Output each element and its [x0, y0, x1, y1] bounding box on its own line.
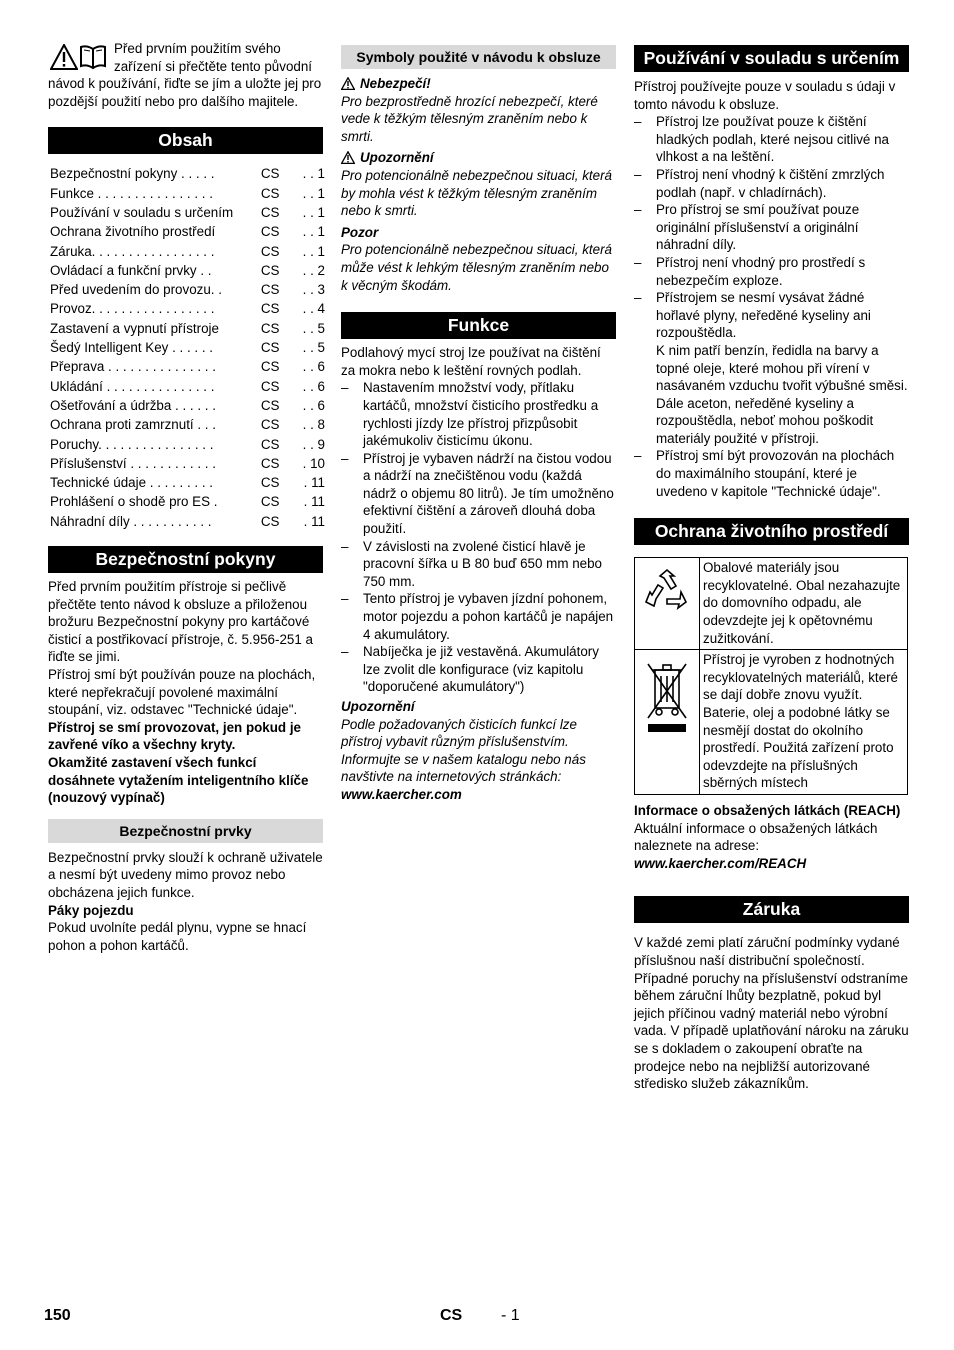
function-intro: Podlahový mycí stroj lze používat na čištění za mokra nebo k leštění rovných podlah. [341, 345, 601, 378]
open-book-icon [78, 44, 108, 70]
toc-lang: CS [260, 166, 280, 182]
footer-language: CS [440, 1307, 463, 1324]
toc-lang: CS [260, 185, 280, 201]
toc-lang: CS [260, 475, 280, 491]
toc-lang: CS [260, 301, 280, 317]
warning-triangle-icon [341, 77, 355, 90]
toc-title: Funkce . . . . . . . . . . . . . . . . [50, 185, 213, 201]
list-item: – Pro přístroj se smí používat pouze originální příslušenství a originální náhradní díly. [634, 201, 909, 254]
toc-lang: CS [260, 455, 280, 471]
toc-page: . . 9 [302, 436, 325, 452]
toc-row[interactable] [50, 396, 325, 415]
table-row [635, 558, 908, 650]
toc-title: Technické údaje . . . . . . . . . [50, 475, 213, 491]
caution-text: Pro potencionálně nebezpečnou situaci, která může vést k lehkým tělesným zraněním nebo k věcným škodám. [341, 242, 612, 293]
column-3 [634, 45, 909, 1093]
intended-use-list [634, 113, 909, 500]
toc-title: Prohlášení o shodě pro ES . [50, 494, 218, 510]
toc-page: . . 3 [302, 282, 325, 298]
toc-page: . . 6 [302, 397, 325, 413]
toc-row[interactable] [50, 242, 325, 261]
toc-lang: CS [260, 340, 280, 356]
toc-title: Přeprava . . . . . . . . . . . . . . . [50, 359, 216, 375]
toc-row[interactable] [50, 415, 325, 434]
toc-title: Ochrana proti zamrznutí . . . [50, 417, 216, 433]
safety-paragraph-1: Před prvním použitím přístroje si pečlivě přečtěte tento návod k obsluze a přiloženou brožuru Bezpečnostní pokyny pro kartáčové čisticí a postřikovací přístroje, č. 5.956-251 a řiďte se jimi. [48, 579, 313, 665]
intro-icons [48, 42, 108, 72]
toc-page: . 11 [303, 494, 325, 510]
section-heading-funkce: Funkce [341, 312, 616, 339]
safety-paragraph-3: Přístroj se smí provozovat, jen pokud je zavřené víko a všechny kryty. [48, 719, 301, 753]
toc-page: . . 5 [302, 340, 325, 356]
toc-lang: CS [260, 417, 280, 433]
section-heading-pouzivani: Používání v souladu s určením [634, 45, 909, 72]
table-row [635, 650, 908, 795]
toc-page: . 10 [302, 455, 325, 471]
list-item: – Přístroj není vhodný pro prostředí s nebezpečím exploze. [634, 254, 909, 289]
toc-row[interactable] [50, 203, 325, 222]
section-heading-ochrana: Ochrana životního prostředí [634, 518, 909, 545]
toc-row[interactable] [50, 512, 325, 531]
toc-page: . . 1 [302, 204, 325, 220]
column-2 [341, 45, 616, 804]
list-item: – Tento přístroj je vybaven jízdní pohonem, motor pojezdu a pohon kartáčů je napájen 4 akumulátory. [341, 590, 616, 643]
recycle-icon [642, 566, 692, 616]
toc-row[interactable] [50, 357, 325, 376]
toc-lang: CS [260, 513, 280, 529]
toc-row[interactable] [50, 492, 325, 511]
toc-lang: CS [260, 494, 280, 510]
function-note-label: Upozornění [341, 699, 415, 714]
toc-title: Náhradní díly . . . . . . . . . . . [50, 513, 212, 529]
list-item: – Přístroj není vhodný k čištění zmrzlých podlah (např. v chladírnách). [634, 166, 909, 201]
safety-paragraph-4: Okamžité zastavení všech funkcí dosáhnete vytažením inteligentního klíče (nouzový vypínač) [48, 754, 309, 806]
table-of-contents [50, 164, 325, 531]
danger-text: Pro bezprostředně hrozící nebezpečí, které vede k těžkým tělesným zraněním nebo k smrti. [341, 93, 598, 144]
list-item: – Přístroj je vybaven nádrží na čistou vodou a nádrží na znečištěnou vodu (každá nádrž o objemu 80 litrů). Je tím umožněno efektivní čištění a zároveň dlouhá doba použití. [341, 450, 616, 538]
safety-elements-text: Bezpečnostní prvky slouží k ochraně uživatele a nesmí být uvedeny mimo provoz nebo obcházena jejich funkce. [48, 849, 323, 900]
toc-page: . . 8 [302, 417, 325, 433]
toc-lang: CS [260, 224, 280, 240]
intro-text: Před prvním použitím svého zařízení si přečtěte tento původní návod k používání, řiďte se jím a uložte jej pro pozdější použití nebo pro dalšího majitele. [48, 41, 322, 109]
toc-lang: CS [260, 359, 280, 375]
toc-page: . . 2 [302, 262, 325, 278]
list-item: – V závislosti na zvolené čisticí hlavě je pracovní šířka u B 80 buď 650 mm nebo 750 mm. [341, 538, 616, 591]
reach-title: Informace o obsažených látkách (REACH) [634, 802, 901, 818]
toc-lang: CS [260, 397, 280, 413]
warning-triangle-icon [50, 44, 78, 70]
danger-label: Nebezpečí! [341, 75, 616, 93]
warning-text: Pro potencionálně nebezpečnou situaci, která by mohla vést k těžkým tělesným zraněním nebo k smrti. [341, 167, 612, 219]
section-heading-zaruka: Záruka [634, 896, 909, 923]
toc-page: . . 6 [302, 359, 325, 375]
toc-title: Ochrana životního prostředí [50, 224, 216, 240]
toc-page: . . 1 [302, 243, 325, 259]
toc-page: . . 1 [302, 166, 325, 182]
environment-table [634, 557, 908, 795]
toc-row[interactable] [50, 280, 325, 299]
toc-title: Bezpečnostní pokyny . . . . . [50, 166, 215, 182]
toc-lang: CS [260, 378, 280, 394]
column-1 [48, 40, 323, 954]
toc-title: Ošetřování a údržba . . . . . . [50, 397, 216, 413]
toc-page: . . 5 [302, 320, 325, 336]
travel-levers-text: Pokud uvolníte pedál plynu, vypne se hnací pohon a pohon kartáčů. [48, 920, 307, 953]
toc-page: . . 1 [302, 185, 325, 201]
caution-label: Pozor [341, 224, 379, 240]
toc-title: Před uvedením do provozu. . [50, 282, 222, 298]
toc-page: . 11 [303, 475, 325, 491]
section-heading-bezpecnostni-pokyny: Bezpečnostní pokyny [48, 546, 323, 573]
toc-lang: CS [260, 320, 280, 336]
toc-title: Šedý Intelligent Key . . . . . . [50, 340, 214, 356]
toc-title: Provoz. . . . . . . . . . . . . . . . . [50, 301, 215, 317]
toc-row[interactable] [50, 377, 325, 396]
toc-row[interactable] [50, 222, 325, 241]
toc-title: Ukládání . . . . . . . . . . . . . . . [50, 378, 215, 394]
toc-page: . . 4 [302, 301, 325, 317]
warranty-text: V každé zemi platí záruční podmínky vydané příslušnou naší distribuční společností. Případné poruchy na příslušenství odstraníme během záruční lhůty bezplatně, pokud byl jejich příčinou vadný materiál nebo výrobní vada. V případě uplatňování nároku na záruku se s dokladem o zakoupení obraťte na prodejce nebo na nejbližší autorizované středisko služeb zákazníkům. [634, 935, 909, 1092]
toc-title: Ovládací a funkční prvky . . [50, 262, 212, 278]
toc-row[interactable] [50, 319, 325, 338]
subheading-bezpecnostni-prvky: Bezpečnostní prvky [48, 819, 323, 843]
toc-row[interactable] [50, 261, 325, 280]
list-item: – Nabíječka je již vestavěná. Akumulátory lze zvolit dle konfigurace (viz kapitolu "doporučené akumulátory") [341, 643, 616, 696]
toc-row[interactable] [50, 338, 325, 357]
toc-page: . . 1 [302, 224, 325, 240]
page-number: 150 [44, 1307, 71, 1324]
list-item: – Nastavením množství vody, přítlaku kartáčů, množství čisticího prostředku a rychlosti jízdy lze přístroj přizpůsobit jakémukoliv čisticímu úkonu. [341, 379, 616, 449]
subheading-paky-pojezdu: Páky pojezdu [48, 902, 134, 918]
list-item: – Přístroj lze používat pouze k čištění hladkých podlah, které nejsou citlivé na vlhkost a na leštění. [634, 113, 909, 166]
toc-lang: CS [260, 282, 280, 298]
function-list [341, 379, 616, 696]
intro-block [48, 40, 323, 110]
toc-title: Zastavení a vypnutí přístroje [50, 320, 219, 336]
toc-lang: CS [260, 436, 280, 452]
intended-use-intro: Přístroj používejte pouze v souladu s údaji v tomto návodu k obsluze. [634, 79, 896, 112]
toc-row[interactable] [50, 184, 325, 203]
toc-lang: CS [260, 243, 280, 259]
footer-subpage: - 1 [501, 1307, 520, 1324]
safety-paragraph-2: Přístroj smí být používán pouze na plochách, které nepřekračují povolené maximální stoupání, viz. odstavec "Technické údaje". [48, 666, 316, 718]
toc-row[interactable] [50, 164, 325, 183]
toc-title: Záruka. . . . . . . . . . . . . . . . . [50, 243, 215, 259]
toc-lang: CS [260, 262, 280, 278]
toc-page: . . 6 [302, 378, 325, 394]
reach-url[interactable]: www.kaercher.com/REACH [634, 855, 807, 871]
function-note-text: Podle požadovaných čisticích funkcí lze přístroj vybavit různým příslušenstvím. Informujte se v našem katalogu nebo nás navštivte na internetových stránkách: [341, 716, 586, 785]
toc-row[interactable] [50, 454, 325, 473]
toc-title: Používání v souladu s určením [50, 204, 234, 220]
toc-lang: CS [260, 204, 280, 220]
toc-row[interactable] [50, 473, 325, 492]
subheading-symboly: Symboly použité v návodu k obsluze [341, 45, 616, 69]
warning-triangle-icon [341, 151, 355, 164]
toc-title: Příslušenství . . . . . . . . . . . . [50, 455, 216, 471]
warning-label: Upozornění [341, 149, 616, 167]
recycle-text: Obalové materiály jsou recyklovatelné. Obal nezahazujte do domovního odpadu, ale odevzdejte jej k opětovnému zužitkování. [700, 558, 908, 650]
section-heading-obsah: Obsah [48, 127, 323, 154]
toc-title: Poruchy. . . . . . . . . . . . . . . . [50, 436, 214, 452]
list-item-extra: K nim patří benzín, ředidla na barvy a topné oleje, které mohou při vírení v nasávaném vzduchu tvořit výbušné směsi. Dále aceton, neředěné kyseliny a rozpouštědla, neboť mohou poškodit materiály použité v přístroji. [656, 342, 908, 446]
toc-row[interactable] [50, 435, 325, 454]
weee-text: Přístroj je vyroben z hodnotných recyklovatelných materiálů, které se dají dobře znovu využít. Baterie, olej a podobné látky se nesmějí dostat do okolního prostředí. Použitá zařízení proto odevzdejte na příslušných sběrných místech [700, 650, 908, 795]
crossed-bin-icon [642, 660, 692, 740]
list-item: – Přístroj smí být provozován na plochách do maximálního stoupání, které je uvedeno v kapitole "Technické údaje". [634, 447, 909, 500]
toc-row[interactable] [50, 299, 325, 318]
toc-page: . 11 [303, 513, 325, 529]
function-note-url[interactable]: www.kaercher.com [341, 786, 462, 802]
reach-text: Aktuální informace o obsažených látkách naleznete na adrese: [634, 820, 878, 854]
list-item: – Přístrojem se nesmí vysávat žádné hořlavé plyny, neředěné kyseliny ani rozpouštědla. K nim patří benzín, ředidla na barvy a topné oleje, které mohou při vírení v nasávaném vzduchu tvořit výbušné směsi. Dále aceton, neředěné kyseliny a rozpouštědla, neboť mohou poškodit materiály použité v přístroji. [634, 289, 909, 447]
